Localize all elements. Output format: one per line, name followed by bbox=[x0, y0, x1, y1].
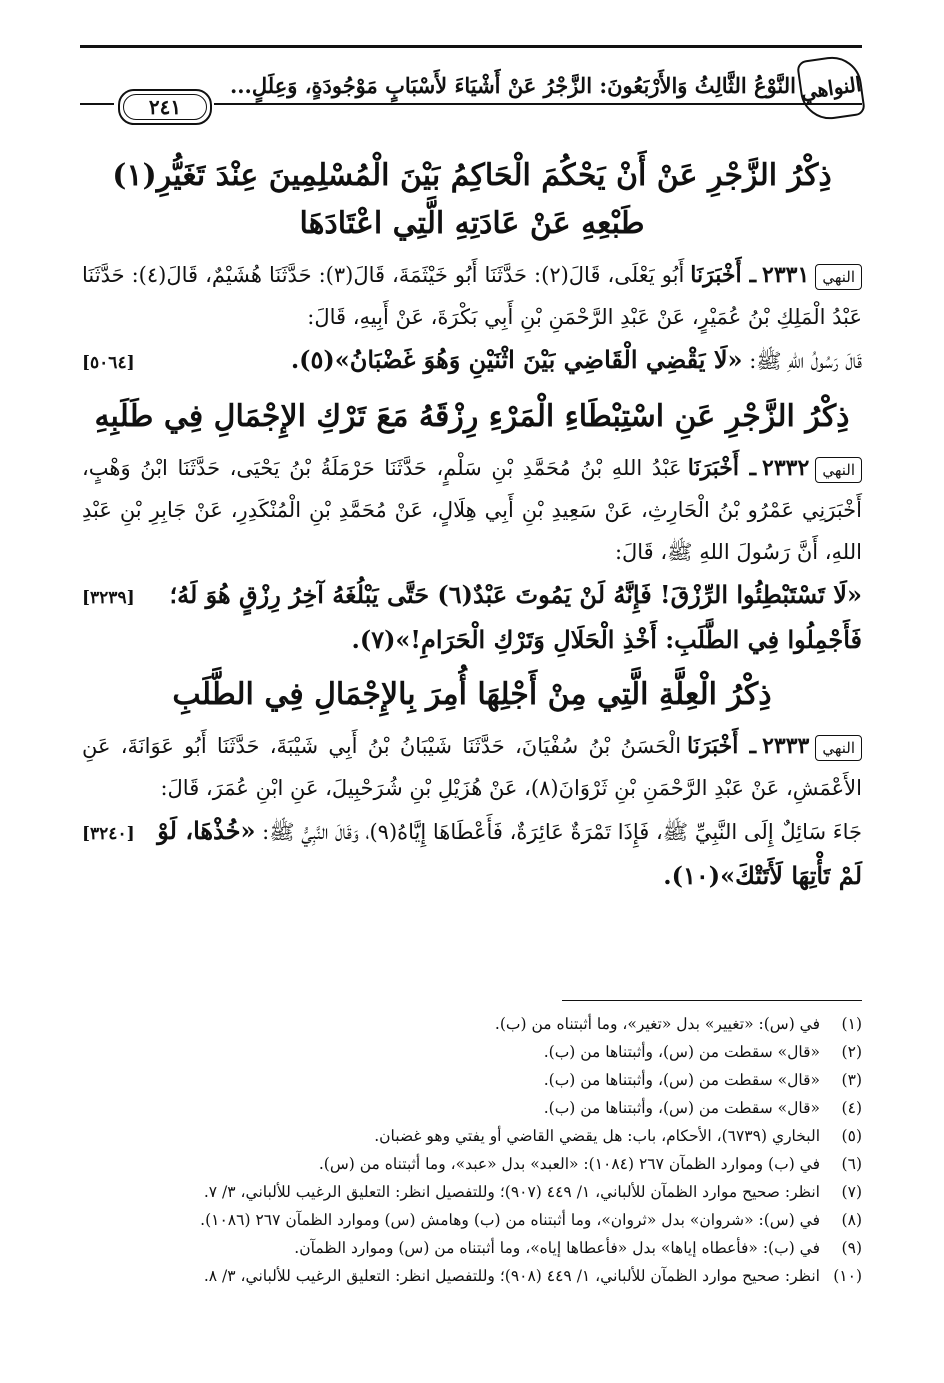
nahy-tag: النهي bbox=[815, 264, 862, 290]
hadith-matn bbox=[82, 338, 862, 385]
hadith-number: ٢٣٣١ bbox=[762, 262, 810, 288]
footnote-text: في (ب): «فأعطاه إياها» بدل «فأعطاها إياه»، وما أثبتناه من (س) وموارد الظمآن. bbox=[294, 1239, 820, 1257]
footnote-number: (١) bbox=[841, 1015, 862, 1033]
isnad-text: عَبْدُ اللهِ بْنُ مُحَمَّدِ بْنِ سَلْمٍ، حَدَّثَنَا حَرْمَلَةُ بْنُ يَحْيَى، حَدَّثَنَا ابْنُ وَهْبٍ، أَخْبَرَنِي عَمْرُو بْنُ الْحَارِثِ، عَنْ سَعِيدِ بْنِ أَبِي هِلَالٍ، عَنْ مُحَمَّدِ بْنِ الْمُنْكَدِرِ، عَنْ جَابِرِ بْنِ عَبْدِ اللهِ، أَنَّ رَسُولَ اللهِ ﷺ، قَالَ: bbox=[82, 456, 862, 564]
page-content bbox=[82, 152, 862, 907]
matn-quote: «لَا تَسْتَبْطِئُوا الرِّزْقَ! فَإِنَّهُ لَنْ يَمُوتَ عَبْدٌ(٦) حَتَّى يَبْلُغَهُ آخِرُ رِزْقٍ هُوَ لَهُ؛ فَأَجْمِلُوا فِي الطَّلَبِ: أَخْذِ الْحَلَالِ وَتَرْكِ الْحَرَامِ!»(٧). bbox=[169, 580, 862, 654]
hadith-reference: [٣٢٤٠] bbox=[82, 824, 135, 844]
chapter-title: ذِكْرُ الزَّجْرِ عَنِ اسْتِبْطَاءِ الْمَرْءِ رِزْقَهُ مَعَ تَرْكِ الإِجْمَالِ فِي طَلَبِهِ bbox=[94, 399, 850, 434]
footnote-text: في (ب) وموارد الظمآن ٢٦٧ (١٠٨٤): «العبد» بدل «عبد»، وما أثبتناه من (س). bbox=[318, 1155, 820, 1173]
akhbarana-label: ـ أَخْبَرَنَا bbox=[690, 262, 757, 288]
footnote-number: (٧) bbox=[841, 1183, 862, 1201]
header-double-rule bbox=[214, 103, 862, 105]
nahy-tag: النهي bbox=[815, 735, 862, 761]
footnotes bbox=[82, 1010, 862, 1290]
footnote-text: في (س): «تغيير» بدل «تغير»، وما أثبتناه من (ب). bbox=[494, 1015, 820, 1033]
chapter-title: ذِكْرُ الْعِلَّةِ الَّتِي مِنْ أَجْلِهَا أُمِرَ بِالإِجْمَالِ فِي الطَّلَبِ bbox=[172, 677, 772, 712]
header-double-rule-left bbox=[80, 103, 114, 105]
matn-intro: قَالَ رَسُولُ اللهِ ﷺ: bbox=[742, 349, 862, 373]
matn-text bbox=[147, 338, 862, 383]
hadith-block bbox=[82, 447, 862, 663]
footnote bbox=[82, 1038, 862, 1066]
footnote-number: (٦) bbox=[841, 1155, 862, 1173]
nahy-tag: النهي bbox=[815, 457, 862, 483]
matn-text bbox=[147, 809, 862, 899]
footnote-number: (١٠) bbox=[833, 1267, 862, 1285]
footnote bbox=[82, 1094, 862, 1122]
header-top-rule bbox=[80, 45, 862, 48]
section-badge: النواهي bbox=[796, 53, 866, 123]
hadith-isnad bbox=[82, 725, 862, 809]
footnote-number: (٢) bbox=[841, 1043, 862, 1061]
footnote-text: «قال» سقطت من (س)، وأثبتناها من (ب). bbox=[543, 1071, 820, 1089]
footnote-number: (٥) bbox=[841, 1127, 862, 1145]
akhbarana-label: ـ أَخْبَرَنَا bbox=[687, 455, 757, 481]
hadith-reference: [٣٢٣٩] bbox=[82, 588, 135, 608]
footnote-number: (٨) bbox=[841, 1211, 862, 1229]
footnote-text: انظر: صحيح موارد الظمآن للألباني، ١/ ٤٤٩ (٩٠٨)؛ وللتفصيل انظر: التعليق الرغيب للألباني، ٣/ ٨. bbox=[203, 1267, 820, 1285]
hadith-reference: [٥٠٦٤] bbox=[82, 353, 135, 373]
akhbarana-label: ـ أَخْبَرَنَا bbox=[687, 733, 757, 759]
page-number: ٢٤١ bbox=[118, 89, 212, 125]
hadith-number: ٢٣٣٣ bbox=[762, 733, 810, 759]
footnote-separator bbox=[562, 1000, 862, 1001]
footnote bbox=[82, 1066, 862, 1094]
footnote bbox=[82, 1206, 862, 1234]
footnote bbox=[82, 1178, 862, 1206]
matn-text bbox=[147, 573, 862, 663]
footnote-number: (٩) bbox=[841, 1239, 862, 1257]
matn-quote: «خُذْهَا، لَوْ لَمْ تَأْتِهَا لَأَتَتْكَ»(١٠). bbox=[157, 816, 862, 890]
footnote-text: «قال» سقطت من (س)، وأثبتناها من (ب). bbox=[543, 1043, 820, 1061]
hadith-isnad bbox=[82, 447, 862, 573]
footnote bbox=[82, 1262, 862, 1290]
footnote-text: «قال» سقطت من (س)، وأثبتناها من (ب). bbox=[543, 1099, 820, 1117]
footnote bbox=[82, 1150, 862, 1178]
footnote-text: البخاري (٦٧٣٩)، الأحكام، باب: هل يقضي القاضي أو يفتي وهو غضبان. bbox=[374, 1127, 820, 1145]
footnote-text: في (س): «شروان» بدل «ثروان»، وما أثبتناه من (ب) وهامش (س) وموارد الظمآن ٢٦٧ (١٠٨٦). bbox=[200, 1211, 820, 1229]
footnote-number: (٣) bbox=[841, 1071, 862, 1089]
hadith-block bbox=[82, 254, 862, 385]
hadith-matn bbox=[82, 809, 862, 899]
hadith-isnad bbox=[82, 254, 862, 338]
footnote bbox=[82, 1122, 862, 1150]
hadith-number: ٢٣٣٢ bbox=[762, 455, 810, 481]
hadith-block bbox=[82, 725, 862, 899]
chapter-title: ذِكْرُ الزَّجْرِ عَنْ أَنْ يَحْكُمَ الْحَاكِمُ بَيْنَ الْمُسْلِمِينَ عِنْدَ تَغَيُّرِ(١) طَبْعِهِ عَنْ عَادَتِهِ الَّتِي اعْتَادَهَا bbox=[112, 158, 832, 241]
running-title: النَّوْعُ الثَّالِثُ وَالأَرْبَعُونَ: الزَّجْرُ عَنْ أَشْيَاءَ لأَسْبَابٍ مَوْجُودَةٍ، وَعِلَلٍ... bbox=[229, 73, 796, 98]
page-header bbox=[80, 45, 862, 140]
isnad-text: أَبُو يَعْلَى، قَالَ(٢): حَدَّثَنَا أَبُو خَيْثَمَةَ، قَالَ(٣): حَدَّثَنَا هُشَيْمٌ، قَالَ(٤): حَدَّثَنَا عَبْدُ الْمَلِكِ بْنُ عُمَيْرٍ، عَنْ عَبْدِ الرَّحْمَنِ بْنِ أَبِي بَكْرَةَ، عَنْ أَبِيهِ، قَالَ: bbox=[82, 263, 862, 329]
footnote bbox=[82, 1234, 862, 1262]
matn-intro: جَاءَ سَائِلٌ إِلَى النَّبِيِّ ﷺ، فَإِذَا تَمْرَةٌ عَائِرَةٌ، فَأَعْطَاهَا إِيَّاهُ(٩)، وَقَالَ النَّبِيُّ ﷺ: bbox=[255, 820, 862, 844]
footnote-text: انظر: صحيح موارد الظمآن للألباني، ١/ ٤٤٩ (٩٠٧)؛ وللتفصيل انظر: التعليق الرغيب للألباني، ٣/ ٧. bbox=[203, 1183, 820, 1201]
isnad-text: الْحَسَنُ بْنُ سُفْيَانَ، حَدَّثَنَا شَيْبَانُ بْنُ أَبِي شَيْبَةَ، حَدَّثَنَا أَبُو عَوَانَةَ، عَنِ الأَعْمَشِ، عَنْ عَبْدِ الرَّحْمَنِ بْنِ ثَرْوَانَ(٨)، عَنْ هُزَيْلِ بْنِ شُرَحْبِيلَ، عَنِ ابْنِ عُمَرَ، قَالَ: bbox=[82, 734, 862, 800]
footnote-number: (٤) bbox=[841, 1099, 862, 1117]
footnote bbox=[82, 1010, 862, 1038]
matn-quote: «لَا يَقْضِي الْقَاضِي بَيْنَ اثْنَيْنِ وَهُوَ غَضْبَانُ»(٥). bbox=[290, 345, 743, 374]
hadith-matn bbox=[82, 573, 862, 663]
